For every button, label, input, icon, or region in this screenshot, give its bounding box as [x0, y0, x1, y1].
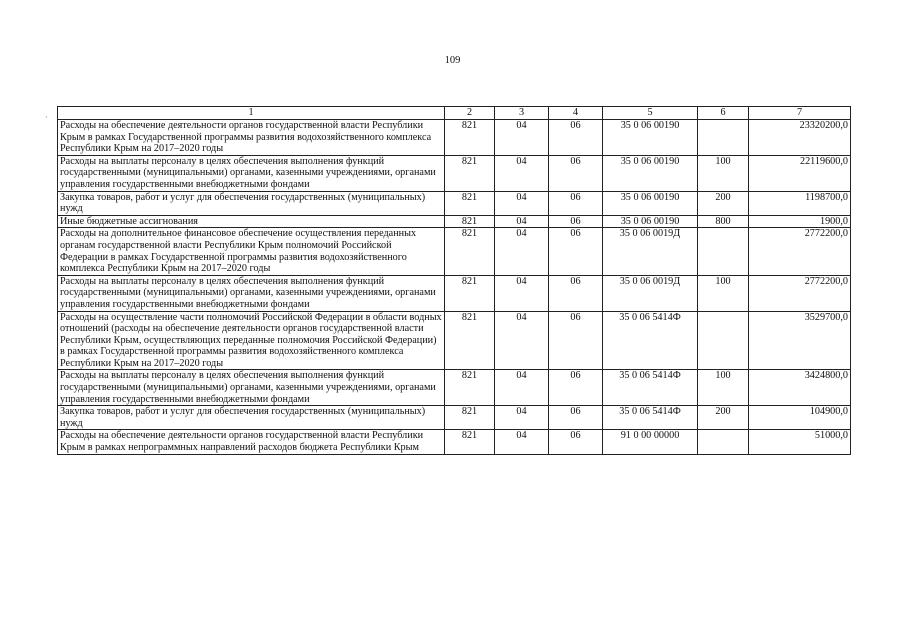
header-col-3: 3 [495, 107, 549, 120]
row-amount: 1198700,0 [749, 191, 851, 215]
row-subsection: 06 [549, 311, 603, 370]
row-expense-type: 200 [698, 406, 749, 430]
header-col-4: 4 [549, 107, 603, 120]
row-expense-type [698, 311, 749, 370]
row-ministry-code: 821 [445, 120, 495, 156]
row-name: Расходы на выплаты персоналу в целях обеспечения выполнения функций государственными (муниципальными) органами, казенными учреждениями, органами управления государственными внебюджетными фондами [58, 275, 445, 311]
row-subsection: 06 [549, 155, 603, 191]
row-ministry-code: 821 [445, 406, 495, 430]
row-expense-type [698, 228, 749, 275]
table-row [58, 311, 851, 370]
row-expense-type [698, 430, 749, 454]
row-section: 04 [495, 430, 549, 454]
row-ministry-code: 821 [445, 311, 495, 370]
margin-mark: · [45, 113, 48, 122]
row-section: 04 [495, 406, 549, 430]
row-target-article: 35 0 06 5414Ф [603, 370, 698, 406]
header-col-6: 6 [698, 107, 749, 120]
header-col-1: 1 [58, 107, 445, 120]
row-subsection: 06 [549, 120, 603, 156]
row-name: Иные бюджетные ассигнования [58, 215, 445, 228]
row-subsection: 06 [549, 430, 603, 454]
row-target-article: 35 0 06 5414Ф [603, 311, 698, 370]
table-row [58, 228, 851, 275]
row-target-article: 35 0 06 0019Д [603, 275, 698, 311]
row-subsection: 06 [549, 228, 603, 275]
row-target-article: 35 0 06 5414Ф [603, 406, 698, 430]
row-expense-type: 800 [698, 215, 749, 228]
row-section: 04 [495, 155, 549, 191]
row-target-article: 35 0 06 00190 [603, 215, 698, 228]
row-target-article: 35 0 06 00190 [603, 191, 698, 215]
row-name: Расходы на обеспечение деятельности органов государственной власти Республики Крым в рамках Государственной программы развития водохозяйственного комплекса Республики Крым на 2017–2020 годы [58, 120, 445, 156]
row-section: 04 [495, 191, 549, 215]
row-target-article: 35 0 06 0019Д [603, 228, 698, 275]
row-subsection: 06 [549, 215, 603, 228]
row-subsection: 06 [549, 406, 603, 430]
row-amount: 2772200,0 [749, 275, 851, 311]
table-row [58, 120, 851, 156]
row-ministry-code: 821 [445, 155, 495, 191]
row-ministry-code: 821 [445, 191, 495, 215]
row-ministry-code: 821 [445, 215, 495, 228]
table-row [58, 370, 851, 406]
row-target-article: 35 0 06 00190 [603, 120, 698, 156]
row-name: Расходы на выплаты персоналу в целях обеспечения выполнения функций государственными (муниципальными) органами, казенными учреждениями, органами управления государственными внебюджетными фондами [58, 155, 445, 191]
row-name: Расходы на обеспечение деятельности органов государственной власти Республики Крым в рамках непрограммных направлений расходов бюджета Республики Крым [58, 430, 445, 454]
row-expense-type [698, 120, 749, 156]
table-header [58, 107, 851, 120]
row-name: Закупка товаров, работ и услуг для обеспечения государственных (муниципальных) нужд [58, 406, 445, 430]
table-row [58, 155, 851, 191]
table-row [58, 215, 851, 228]
header-col-7: 7 [749, 107, 851, 120]
row-expense-type: 100 [698, 370, 749, 406]
table-row [58, 191, 851, 215]
header-row [58, 107, 851, 120]
header-col-5: 5 [603, 107, 698, 120]
row-section: 04 [495, 311, 549, 370]
row-section: 04 [495, 120, 549, 156]
page-number: 109 [444, 55, 461, 66]
row-target-article: 35 0 06 00190 [603, 155, 698, 191]
row-ministry-code: 821 [445, 228, 495, 275]
row-section: 04 [495, 370, 549, 406]
table-row [58, 275, 851, 311]
row-ministry-code: 821 [445, 430, 495, 454]
row-expense-type: 100 [698, 275, 749, 311]
row-section: 04 [495, 215, 549, 228]
row-section: 04 [495, 275, 549, 311]
row-name: Расходы на дополнительное финансовое обеспечение осуществления переданных органам государственной власти Республики Крым полномочий Российской Федерации в рамках Государственной программы развития водохозяйственного комплекса Республики Крым на 2017–2020 годы [58, 228, 445, 275]
row-subsection: 06 [549, 370, 603, 406]
header-col-2: 2 [445, 107, 495, 120]
row-amount: 3424800,0 [749, 370, 851, 406]
row-ministry-code: 821 [445, 275, 495, 311]
row-amount: 22119600,0 [749, 155, 851, 191]
row-expense-type: 200 [698, 191, 749, 215]
row-expense-type: 100 [698, 155, 749, 191]
row-amount: 3529700,0 [749, 311, 851, 370]
row-amount: 2772200,0 [749, 228, 851, 275]
row-target-article: 91 0 00 00000 [603, 430, 698, 454]
row-name: Расходы на выплаты персоналу в целях обеспечения выполнения функций государственными (муниципальными) органами, казенными учреждениями, органами управления государственными внебюджетными фондами [58, 370, 445, 406]
row-amount: 51000,0 [749, 430, 851, 454]
row-section: 04 [495, 228, 549, 275]
row-subsection: 06 [549, 191, 603, 215]
table-row [58, 430, 851, 454]
row-amount: 1900,0 [749, 215, 851, 228]
budget-table [57, 106, 851, 455]
row-ministry-code: 821 [445, 370, 495, 406]
table-row [58, 406, 851, 430]
row-amount: 23320200,0 [749, 120, 851, 156]
row-subsection: 06 [549, 275, 603, 311]
row-name: Расходы на осуществление части полномочий Российской Федерации в области водных отношений (расходы на обеспечение деятельности органов государственной власти Республики Крым, осуществляющих переданные полномочия Российской Федерации) в рамках Государственной программы развития водохозяйственного комплекса Республики Крым на 2017–2020 годы [58, 311, 445, 370]
table-body [58, 120, 851, 455]
row-name: Закупка товаров, работ и услуг для обеспечения государственных (муниципальных) нужд [58, 191, 445, 215]
row-amount: 104900,0 [749, 406, 851, 430]
